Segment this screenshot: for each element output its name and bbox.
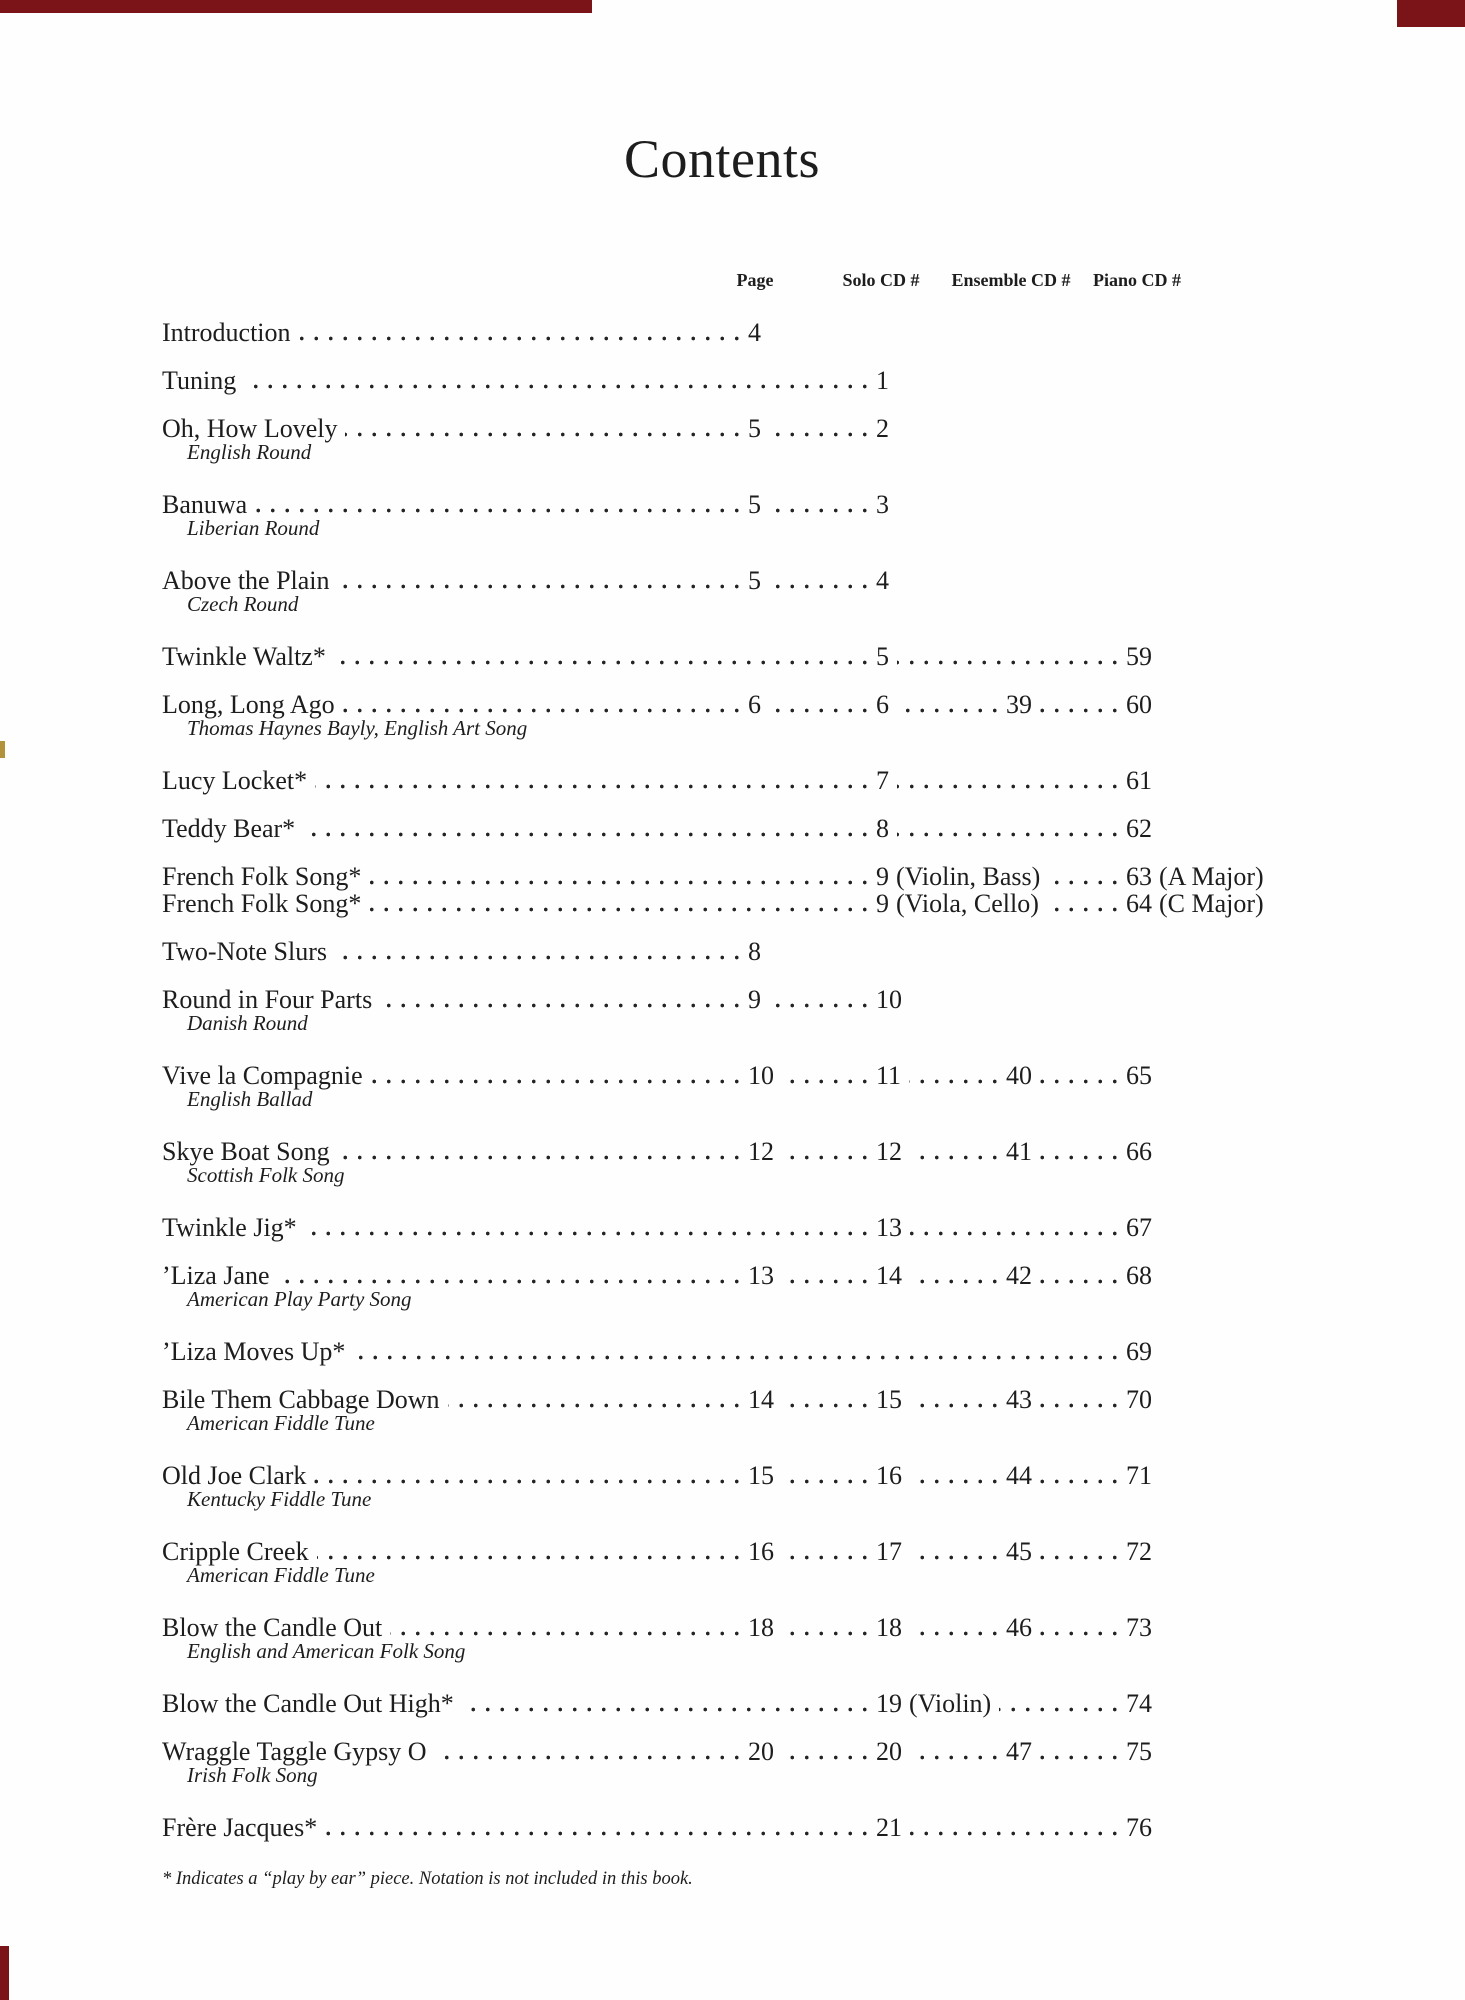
toc-row <box>162 1262 1282 1289</box>
entry-title: Above the Plain <box>162 566 330 595</box>
entry-subtitle: English Ballad <box>187 1087 313 1111</box>
entry-subtitle: Danish Round <box>187 1011 308 1035</box>
dot-leader <box>897 832 1122 837</box>
number: 20 <box>876 1737 902 1766</box>
piano-number-cell <box>1126 643 1152 670</box>
number: 44 <box>1006 1461 1032 1490</box>
page-number-cell <box>748 938 761 965</box>
dot-leader <box>769 432 872 437</box>
number: 21 <box>876 1813 902 1842</box>
entry-title: Round in Four Parts <box>162 985 373 1014</box>
dot-leader <box>299 336 744 341</box>
number: 5 <box>876 642 889 671</box>
number: 5 <box>748 566 761 595</box>
number: 40 <box>1006 1061 1032 1090</box>
dot-leader <box>910 1279 1002 1284</box>
number: 4 <box>748 318 761 347</box>
piano-number-cell <box>1126 1462 1152 1489</box>
dot-leader <box>338 1155 744 1160</box>
dot-leader <box>244 384 872 389</box>
number: 5 <box>748 414 761 443</box>
toc-row <box>162 1214 1282 1241</box>
solo-number-cell <box>876 491 889 518</box>
entry-title: Vive la Compagnie <box>162 1061 363 1090</box>
piano-number-cell <box>1126 1338 1152 1365</box>
number: 20 <box>748 1737 774 1766</box>
dot-leader <box>390 1631 744 1636</box>
piano-number-cell <box>1126 1062 1152 1089</box>
entry-title: Teddy Bear* <box>162 814 296 843</box>
toc-entry <box>162 1262 1282 1310</box>
number: 41 <box>1006 1137 1032 1166</box>
dot-leader <box>782 1631 872 1636</box>
number-note: (C Major) <box>1159 889 1264 918</box>
solo-number-cell <box>876 767 889 794</box>
dot-leader <box>303 832 872 837</box>
dot-leader <box>897 784 1122 789</box>
piano-number-cell <box>1126 815 1152 842</box>
page-number-cell <box>748 1614 774 1641</box>
toc-row <box>162 1338 1282 1365</box>
entry-title: Blow the Candle Out High* <box>162 1689 454 1718</box>
toc-entry <box>162 1462 1282 1510</box>
number: 8 <box>748 937 761 966</box>
column-header-piano-cd: Piano CD # <box>1092 270 1182 290</box>
number: 10 <box>876 985 902 1014</box>
toc-row <box>162 1138 1282 1165</box>
toc-row <box>162 1614 1282 1641</box>
number: 11 <box>876 1061 902 1090</box>
toc-row <box>162 1386 1282 1413</box>
entry-subtitle: American Fiddle Tune <box>187 1411 375 1435</box>
dot-leader <box>334 660 872 665</box>
toc-entry <box>162 1386 1282 1434</box>
dot-leader <box>910 1155 1002 1160</box>
entry-title: Blow the Candle Out <box>162 1613 383 1642</box>
piano-number-cell <box>1126 691 1152 718</box>
entry-title: ’Liza Jane <box>162 1261 270 1290</box>
page-title: Contents <box>623 129 820 189</box>
number: 5 <box>748 490 761 519</box>
number: 45 <box>1006 1537 1032 1566</box>
number: 60 <box>1126 690 1152 719</box>
page-number-cell <box>748 319 761 346</box>
ensemble-number-cell <box>1006 691 1032 718</box>
toc-row <box>162 986 1282 1013</box>
toc-row <box>162 815 1282 842</box>
toc-entry <box>162 986 1282 1034</box>
number: 14 <box>876 1261 902 1290</box>
scan-artifact-left-gold <box>0 741 5 758</box>
number: 43 <box>1006 1385 1032 1414</box>
number: 18 <box>748 1613 774 1642</box>
number: 17 <box>876 1537 902 1566</box>
entry-title: Twinkle Waltz* <box>162 642 326 671</box>
entry-title: Cripple Creek <box>162 1537 309 1566</box>
dot-leader <box>325 1831 872 1836</box>
solo-number-cell <box>876 1614 902 1641</box>
toc-entry <box>162 863 1282 917</box>
dot-leader <box>910 1555 1002 1560</box>
solo-number-cell <box>876 567 889 594</box>
toc-content <box>162 0 1282 2000</box>
piano-number-cell <box>1126 1738 1152 1765</box>
dot-leader <box>782 1279 872 1284</box>
entry-title: French Folk Song* <box>162 862 362 891</box>
solo-number-cell <box>876 691 889 718</box>
toc-row <box>162 1814 1282 1841</box>
toc-entry <box>162 319 1282 346</box>
toc-entry <box>162 1538 1282 1586</box>
number: 65 <box>1126 1061 1152 1090</box>
entry-title: Lucy Locket* <box>162 766 308 795</box>
column-header-solo-cd: Solo CD # <box>842 270 920 290</box>
toc-row <box>162 1738 1282 1765</box>
number: 39 <box>1006 690 1032 719</box>
entry-title: Old Joe Clark <box>162 1461 307 1490</box>
dot-leader <box>343 708 744 713</box>
solo-number-cell <box>876 1814 902 1841</box>
entry-subtitle: English Round <box>187 440 312 464</box>
entry-subtitle: Kentucky Fiddle Tune <box>187 1487 372 1511</box>
dot-leader <box>345 432 744 437</box>
entry-subtitle: Irish Folk Song <box>187 1763 318 1787</box>
toc-entry <box>162 1214 1282 1241</box>
page-number-cell <box>748 1538 774 1565</box>
toc-entry <box>162 1738 1282 1786</box>
piano-number-cell <box>1126 863 1264 890</box>
number: 6 <box>748 690 761 719</box>
toc-entry <box>162 1614 1282 1662</box>
toc-row <box>162 767 1282 794</box>
piano-number-cell <box>1126 1814 1152 1841</box>
toc-row <box>162 691 1282 718</box>
toc-entry <box>162 567 1282 615</box>
ensemble-number-cell <box>1006 1262 1032 1289</box>
number: 47 <box>1006 1737 1032 1766</box>
solo-number-cell <box>876 1386 902 1413</box>
number: 15 <box>748 1461 774 1490</box>
piano-number-cell <box>1126 1138 1152 1165</box>
entry-title: Twinkle Jig* <box>162 1213 297 1242</box>
toc-entry <box>162 767 1282 794</box>
dot-leader <box>782 1755 872 1760</box>
number: 75 <box>1126 1737 1152 1766</box>
piano-number-cell <box>1126 1538 1152 1565</box>
toc-row <box>162 491 1282 518</box>
entry-subtitle: Liberian Round <box>187 516 320 540</box>
toc-row <box>162 415 1282 442</box>
solo-number-cell <box>876 1538 902 1565</box>
entry-title: Wraggle Taggle Gypsy O <box>162 1737 427 1766</box>
number: 9 <box>876 862 889 891</box>
entry-title: ’Liza Moves Up* <box>162 1337 346 1366</box>
dot-leader <box>910 1403 1002 1408</box>
toc-entry <box>162 1138 1282 1186</box>
number: 67 <box>1126 1213 1152 1242</box>
page-number-cell <box>748 1462 774 1489</box>
dot-leader <box>897 660 1122 665</box>
number: 76 <box>1126 1813 1152 1842</box>
dot-leader <box>1040 1155 1122 1160</box>
solo-number-cell <box>876 1262 902 1289</box>
number: 1 <box>876 366 889 395</box>
piano-number-cell <box>1126 767 1152 794</box>
solo-number-cell <box>876 1062 901 1089</box>
page-number-cell <box>748 415 761 442</box>
number: 19 <box>876 1689 902 1718</box>
piano-number-cell <box>1126 1214 1152 1241</box>
entry-title: Banuwa <box>162 490 248 519</box>
ensemble-number-cell <box>1006 1062 1032 1089</box>
page-number-cell <box>748 1262 774 1289</box>
ensemble-number-cell <box>1006 1538 1032 1565</box>
number: 74 <box>1126 1689 1152 1718</box>
toc-row <box>162 643 1282 670</box>
solo-number-cell <box>876 986 902 1013</box>
solo-number-cell <box>876 1738 902 1765</box>
page-number-cell <box>748 567 761 594</box>
number: 69 <box>1126 1337 1152 1366</box>
piano-number-cell <box>1126 1262 1152 1289</box>
number: 12 <box>876 1137 902 1166</box>
solo-number-cell <box>876 1690 991 1717</box>
entry-subtitle: American Play Party Song <box>187 1287 412 1311</box>
dot-leader <box>1040 708 1122 713</box>
dot-leader <box>769 584 872 589</box>
entry-title: Oh, How Lovely <box>162 414 338 443</box>
dot-leader <box>769 508 872 513</box>
number: 13 <box>876 1213 902 1242</box>
ensemble-number-cell <box>1006 1738 1032 1765</box>
number: 7 <box>876 766 889 795</box>
dot-leader <box>909 1079 1002 1084</box>
dot-leader <box>435 1755 744 1760</box>
number: 10 <box>748 1061 774 1090</box>
page-number-cell <box>748 986 761 1013</box>
dot-leader <box>782 1403 872 1408</box>
page-number-cell <box>748 1138 774 1165</box>
dot-leader <box>782 1479 872 1484</box>
number: 71 <box>1126 1461 1152 1490</box>
toc-entry <box>162 1814 1282 1841</box>
toc-entry <box>162 1062 1282 1110</box>
number-note: (Violin, Bass) <box>896 862 1041 891</box>
dot-leader <box>897 708 1002 713</box>
solo-number-cell <box>876 1214 902 1241</box>
solo-number-cell <box>876 863 1040 890</box>
dot-leader <box>335 955 744 960</box>
dot-leader <box>338 584 744 589</box>
dot-leader <box>1047 907 1122 912</box>
number: 59 <box>1126 642 1152 671</box>
number: 15 <box>876 1385 902 1414</box>
entry-title: Tuning <box>162 366 237 395</box>
dot-leader <box>353 1355 1122 1360</box>
toc-entry <box>162 1690 1282 1717</box>
page-number-cell <box>748 1062 774 1089</box>
scan-artifact-bottom-left <box>0 1946 9 2000</box>
number: 46 <box>1006 1613 1032 1642</box>
toc-entry <box>162 367 1282 394</box>
dot-leader <box>305 1231 872 1236</box>
solo-number-cell <box>876 643 889 670</box>
entry-title: Long, Long Ago <box>162 690 335 719</box>
number: 9 <box>748 985 761 1014</box>
dot-leader <box>371 1079 744 1084</box>
number: 66 <box>1126 1137 1152 1166</box>
entry-title: Bile Them Cabbage Down <box>162 1385 440 1414</box>
toc-row <box>162 319 1282 346</box>
toc-entry <box>162 491 1282 539</box>
dot-leader <box>1040 1279 1122 1284</box>
toc-row <box>162 890 1282 917</box>
dot-leader <box>910 1631 1002 1636</box>
dot-leader <box>782 1555 872 1560</box>
dot-leader <box>1040 1755 1122 1760</box>
solo-number-cell <box>876 415 889 442</box>
dot-leader <box>462 1707 872 1712</box>
number: 8 <box>876 814 889 843</box>
number: 4 <box>876 566 889 595</box>
dot-leader <box>1040 1479 1122 1484</box>
footnote: * Indicates a “play by ear” piece. Notation is not included in this book. <box>162 1869 693 1889</box>
toc-entry <box>162 691 1282 739</box>
dot-leader <box>769 708 872 713</box>
solo-number-cell <box>876 890 1039 917</box>
number: 14 <box>748 1385 774 1414</box>
toc-row <box>162 367 1282 394</box>
dot-leader <box>255 508 744 513</box>
toc-entry <box>162 938 1282 965</box>
toc-row <box>162 1538 1282 1565</box>
toc-row <box>162 1062 1282 1089</box>
dot-leader <box>1048 880 1122 885</box>
toc-row <box>162 863 1282 890</box>
number: 16 <box>876 1461 902 1490</box>
dot-leader <box>910 1231 1122 1236</box>
number: 42 <box>1006 1261 1032 1290</box>
number: 3 <box>876 490 889 519</box>
number: 16 <box>748 1537 774 1566</box>
toc-entry <box>162 815 1282 842</box>
dot-leader <box>1040 1079 1122 1084</box>
ensemble-number-cell <box>1006 1614 1032 1641</box>
solo-number-cell <box>876 1138 902 1165</box>
dot-leader <box>782 1155 872 1160</box>
entry-title: Frère Jacques* <box>162 1813 318 1842</box>
dot-leader <box>315 784 872 789</box>
dot-leader <box>769 1003 872 1008</box>
toc-row <box>162 1462 1282 1489</box>
entry-title: French Folk Song* <box>162 889 362 918</box>
column-header-page: Page <box>736 270 774 290</box>
dot-leader <box>448 1403 744 1408</box>
page-number-cell <box>748 1386 774 1413</box>
ensemble-number-cell <box>1006 1386 1032 1413</box>
dot-leader <box>910 1755 1002 1760</box>
toc-entry <box>162 415 1282 463</box>
number: 6 <box>876 690 889 719</box>
number: 2 <box>876 414 889 443</box>
toc-row <box>162 1690 1282 1717</box>
toc-entry <box>162 643 1282 670</box>
number: 62 <box>1126 814 1152 843</box>
number-note: (Viola, Cello) <box>896 889 1039 918</box>
number-note: (Violin) <box>909 1689 992 1718</box>
number: 64 <box>1126 889 1152 918</box>
dot-leader <box>910 1479 1002 1484</box>
dot-leader <box>278 1279 744 1284</box>
dot-leader <box>1040 1403 1122 1408</box>
dot-leader <box>782 1079 872 1084</box>
dot-leader <box>1040 1631 1122 1636</box>
page-number-cell <box>748 691 761 718</box>
entry-subtitle: Scottish Folk Song <box>187 1163 345 1187</box>
dot-leader <box>369 907 872 912</box>
dot-leader <box>380 1003 744 1008</box>
toc-entry <box>162 1338 1282 1365</box>
column-header-ensemble-cd: Ensemble CD # <box>951 270 1071 290</box>
dot-leader <box>317 1555 744 1560</box>
toc-row <box>162 567 1282 594</box>
number: 12 <box>748 1137 774 1166</box>
toc-row <box>162 938 1282 965</box>
piano-number-cell <box>1126 1690 1152 1717</box>
number: 73 <box>1126 1613 1152 1642</box>
number-note: (A Major) <box>1159 862 1264 891</box>
number: 13 <box>748 1261 774 1290</box>
entry-subtitle: American Fiddle Tune <box>187 1563 375 1587</box>
solo-number-cell <box>876 1462 902 1489</box>
entry-title: Skye Boat Song <box>162 1137 330 1166</box>
entry-subtitle: Czech Round <box>187 592 299 616</box>
entry-subtitle: English and American Folk Song <box>187 1639 466 1663</box>
entry-subtitle: Thomas Haynes Bayly, English Art Song <box>187 716 528 740</box>
ensemble-number-cell <box>1006 1138 1032 1165</box>
entry-title: Two-Note Slurs <box>162 937 328 966</box>
solo-number-cell <box>876 367 889 394</box>
ensemble-number-cell <box>1006 1462 1032 1489</box>
dot-leader <box>910 1831 1122 1836</box>
number: 9 <box>876 889 889 918</box>
number: 61 <box>1126 766 1152 795</box>
number: 68 <box>1126 1261 1152 1290</box>
solo-number-cell <box>876 815 889 842</box>
number: 72 <box>1126 1537 1152 1566</box>
dot-leader <box>314 1479 744 1484</box>
number: 63 <box>1126 862 1152 891</box>
page-number-cell <box>748 491 761 518</box>
dot-leader <box>999 1707 1122 1712</box>
page-number-cell <box>748 1738 774 1765</box>
number: 18 <box>876 1613 902 1642</box>
number: 70 <box>1126 1385 1152 1414</box>
piano-number-cell <box>1126 1386 1152 1413</box>
piano-number-cell <box>1126 890 1264 917</box>
toc-list <box>162 319 1282 1862</box>
dot-leader <box>369 880 872 885</box>
dot-leader <box>1040 1555 1122 1560</box>
scan-artifact-top-right <box>1397 0 1465 27</box>
entry-title: Introduction <box>162 318 291 347</box>
piano-number-cell <box>1126 1614 1152 1641</box>
